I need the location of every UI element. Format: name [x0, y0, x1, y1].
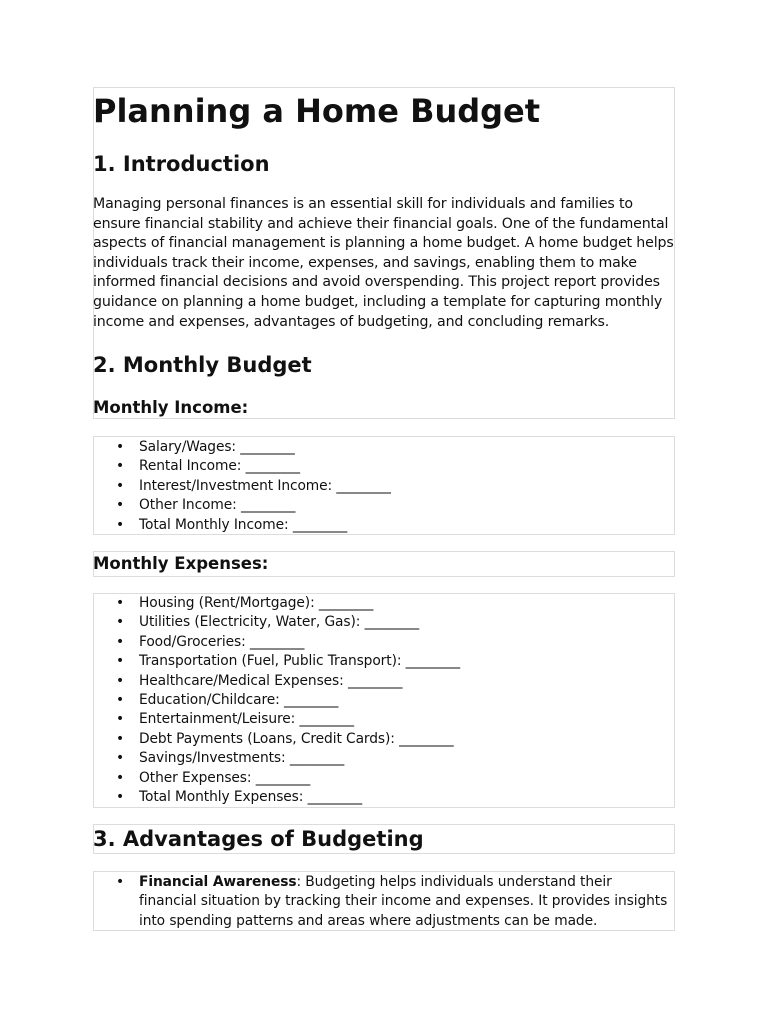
document-title: Planning a Home Budget	[93, 92, 541, 130]
introduction-paragraph: Managing personal finances is an essential skill for individuals and families to ensure financial stability and achieve their financial goals. One of the fundamental aspects of financial management is planning a home budget. A home budget helps individuals track their income, expenses, and savings, enabling them to make informed financial decisions and avoid overspending. This project report provides guidance on planning a home budget, including a template for capturing monthly income and expenses, advantages of budgeting, and concluding remarks.	[93, 196, 674, 330]
expense-list	[116, 594, 460, 807]
income-item-salary: • Salary/Wages: ________	[116, 438, 391, 457]
introduction-heading: 1. Introduction	[93, 152, 270, 176]
income-item-total: • Total Monthly Income: ________	[116, 516, 391, 535]
expense-item-education: • Education/Childcare: ________	[116, 691, 460, 710]
income-list	[116, 438, 391, 535]
expense-item-other: • Other Expenses: ________	[116, 769, 460, 788]
advantage-text: : Budgeting helps individuals understand their financial situation by tracking their income and expenses. It provides insights into spending patterns and areas where adjustments can be made.	[139, 874, 668, 929]
income-item-rental: • Rental Income: ________	[116, 457, 391, 476]
monthly-income-heading: Monthly Income:	[93, 398, 249, 417]
expense-item-savings: • Savings/Investments: ________	[116, 749, 460, 768]
monthly-expenses-heading: Monthly Expenses:	[93, 554, 269, 573]
advantages-heading: 3. Advantages of Budgeting	[93, 827, 424, 851]
expense-item-transportation: • Transportation (Fuel, Public Transport): ________	[116, 652, 460, 671]
expense-item-total: • Total Monthly Expenses: ________	[116, 788, 460, 807]
expense-item-debt: • Debt Payments (Loans, Credit Cards): ________	[116, 730, 460, 749]
advantage-item-financial-awareness	[116, 873, 669, 931]
expense-item-healthcare: • Healthcare/Medical Expenses: ________	[116, 672, 460, 691]
expense-item-utilities: • Utilities (Electricity, Water, Gas): ________	[116, 613, 460, 632]
income-item-interest: • Interest/Investment Income: ________	[116, 477, 391, 496]
income-item-other: • Other Income: ________	[116, 496, 391, 515]
expense-item-housing: • Housing (Rent/Mortgage): ________	[116, 594, 460, 613]
advantages-list	[116, 873, 669, 931]
monthly-budget-heading: 2. Monthly Budget	[93, 353, 312, 377]
advantage-term: Financial Awareness	[139, 874, 297, 890]
expense-item-entertainment: • Entertainment/Leisure: ________	[116, 710, 460, 729]
expense-item-food: • Food/Groceries: ________	[116, 633, 460, 652]
